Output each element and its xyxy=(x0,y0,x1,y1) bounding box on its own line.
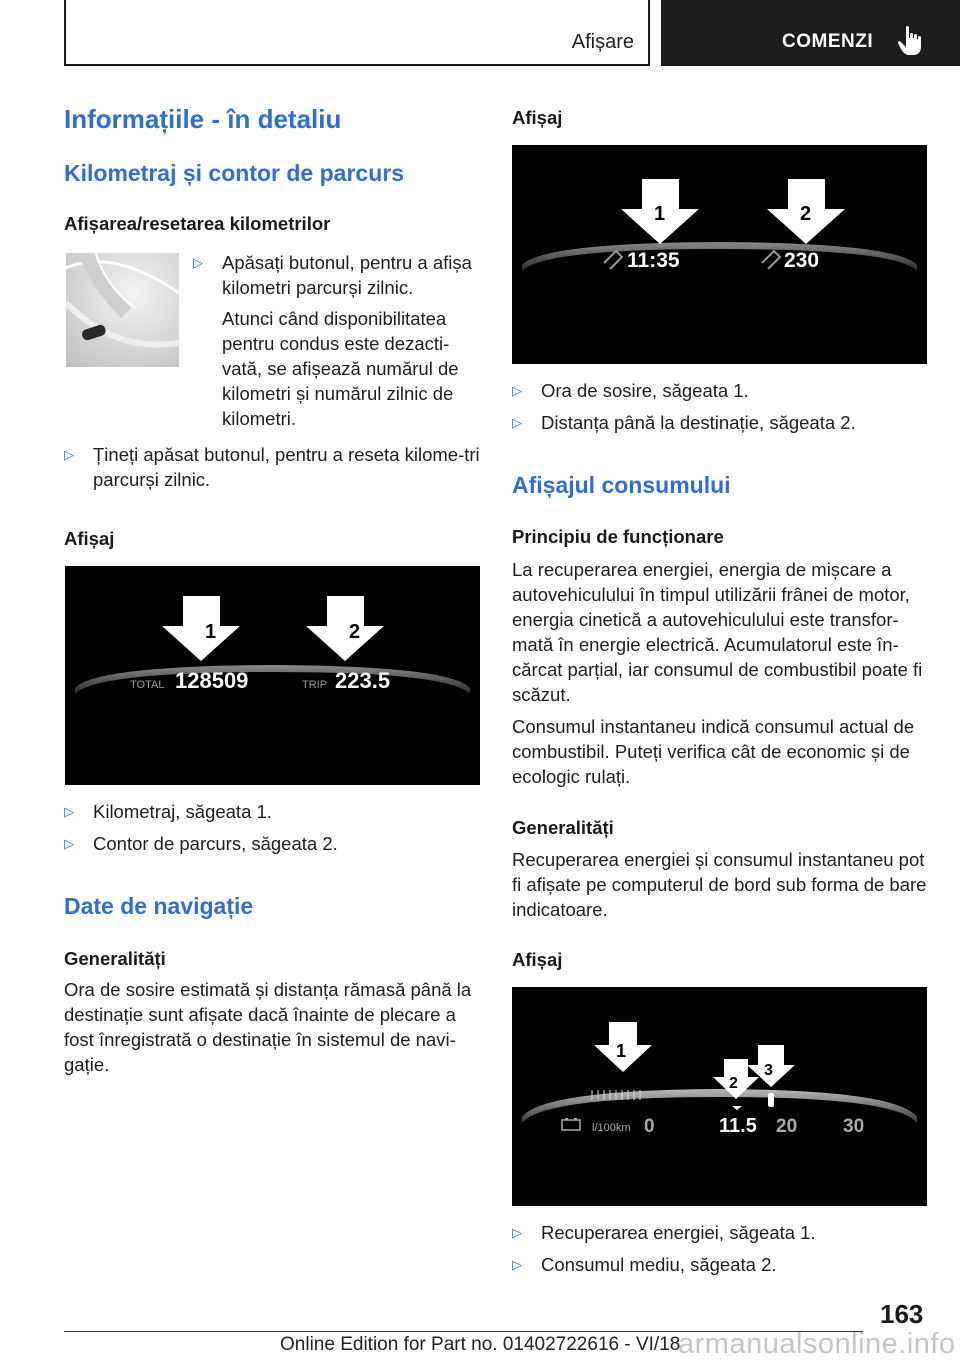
principle-paragraph-1: La recuperarea energiei, energia de mișcare a autovehiculului în timpul utilizării frânei de motor, energia cinetică a autovehiculului este transfor-mată în energie electrică. Acumulatorul este în-cărcat parțial, iar consumul de combustibil poate fi scăzut. xyxy=(512,559,923,705)
general-paragraph: Recuperarea energiei și consumul instantaneu pot fi afișate pe computerul de bord sub forma de bare indicatoare. xyxy=(512,849,927,920)
display1-bullet-2: ▷ Contor de parcurs, săgeata 2. xyxy=(64,833,338,854)
total-value: 128509 xyxy=(175,668,249,693)
principle-paragraph-2: Consumul instantaneu indică consumul actual de combustibil. Puteți verifica cât de economic și de ecologic rulați. xyxy=(512,716,915,787)
display2-bullet-2: ▷ Distanța până la destinație, săgeata 2. xyxy=(512,412,856,433)
watermark: armanualsonline.info xyxy=(678,1328,956,1360)
arrow-1-number: 1 xyxy=(654,203,666,225)
reset-bullet-2: ▷ Țineți apăsat butonul, pentru a reseta kilome-tri parcurși zilnic. xyxy=(64,444,480,490)
arrow-3-number: 3 xyxy=(764,1062,773,1079)
display3-bullet-2: ▷ Consumul mediu, săgeata 2. xyxy=(512,1254,777,1275)
header-chapter-tab[interactable] xyxy=(661,0,960,66)
odometer-display-image xyxy=(65,566,480,785)
battery-icon xyxy=(562,1118,580,1130)
distance-value: 230 xyxy=(784,249,820,272)
header-section-label: Afișare xyxy=(571,31,634,53)
bullet-triangle-icon: ▷ xyxy=(64,836,74,851)
display-subheading-2: Afișaj xyxy=(512,107,563,128)
bullet-triangle-icon: ▷ xyxy=(512,1225,522,1240)
navigation-display-image xyxy=(512,145,927,364)
bullet-triangle-icon: ▷ xyxy=(193,255,203,270)
general-subheading-1: Generalități xyxy=(64,948,166,969)
arrow-2-number: 2 xyxy=(729,1075,738,1092)
header-chapter-label: COMENZI xyxy=(782,31,874,52)
display3-bullet-1: ▷ Recuperarea energiei, săgeata 1. xyxy=(512,1222,816,1243)
bullet-triangle-icon: ▷ xyxy=(64,804,74,819)
navigation-paragraph: Ora de sosire estimată și distanța rămasă până la destinație sunt afișate dacă înainte de plecare a fost înregistrată o destinație în sistemul de navi-gație. xyxy=(64,979,472,1075)
odometer-button-photo xyxy=(66,253,179,367)
edition-footer: Online Edition for Part no. 01402722616 - VI/18 xyxy=(280,1334,681,1355)
arrow-2-number: 2 xyxy=(800,203,812,225)
principle-subheading: Principiu de funcționare xyxy=(512,526,724,547)
display1-bullet-1: ▷ Kilometraj, săgeata 1. xyxy=(64,801,272,822)
scale-tick-30: 30 xyxy=(843,1116,865,1137)
main-heading: Informațiile - în detaliu xyxy=(64,104,342,134)
bullet-triangle-icon: ▷ xyxy=(512,1257,522,1272)
consumption-heading: Afișajul consumului xyxy=(512,472,731,498)
distance-flag-icon xyxy=(762,251,780,269)
arrow-1-number: 1 xyxy=(205,621,217,643)
arrow-1-number: 1 xyxy=(616,1041,627,1061)
display2-bullet-1: ▷ Ora de sosire, săgeata 1. xyxy=(512,380,749,401)
bullet-triangle-icon: ▷ xyxy=(64,447,74,462)
bullet-triangle-icon: ▷ xyxy=(512,383,522,398)
header-section-box xyxy=(64,0,650,66)
bullet-triangle-icon: ▷ xyxy=(512,415,522,430)
reset-bullet-1-continued: Atunci când disponibilitatea pentru condus este dezacti-vată, se afișează numărul de kilometri și numărul zilnic de kilometri. xyxy=(222,308,459,429)
arrival-time-value: 11:35 xyxy=(627,249,680,272)
odometer-heading: Kilometraj și contor de parcurs xyxy=(64,160,404,186)
page-number: 163 xyxy=(880,1299,924,1329)
scale-tick-20: 20 xyxy=(776,1116,798,1137)
general-subheading-2: Generalități xyxy=(512,817,614,838)
scale-tick-0: 0 xyxy=(644,1116,655,1137)
display-subheading-1: Afișaj xyxy=(64,528,115,549)
destination-flag-icon xyxy=(604,251,622,269)
arrow-2-number: 2 xyxy=(349,621,361,643)
reset-bullet-1: ▷ Apăsați butonul, pentru a afișa kilometri parcurși zilnic. xyxy=(193,252,472,298)
pointing-hand-icon xyxy=(897,25,923,57)
reset-subheading: Afișarea/resetarea kilometrilor xyxy=(64,213,331,234)
total-label: TOTAL xyxy=(130,679,165,691)
current-consumption-value: 11.5 xyxy=(719,1115,757,1137)
navigation-heading: Date de navigație xyxy=(64,893,254,919)
trip-value: 223.5 xyxy=(335,668,391,693)
unit-label: l/100km xyxy=(592,1122,631,1134)
consumption-display-image xyxy=(512,987,927,1206)
display-subheading-3: Afișaj xyxy=(512,949,563,970)
trip-label: TRIP xyxy=(302,679,328,691)
